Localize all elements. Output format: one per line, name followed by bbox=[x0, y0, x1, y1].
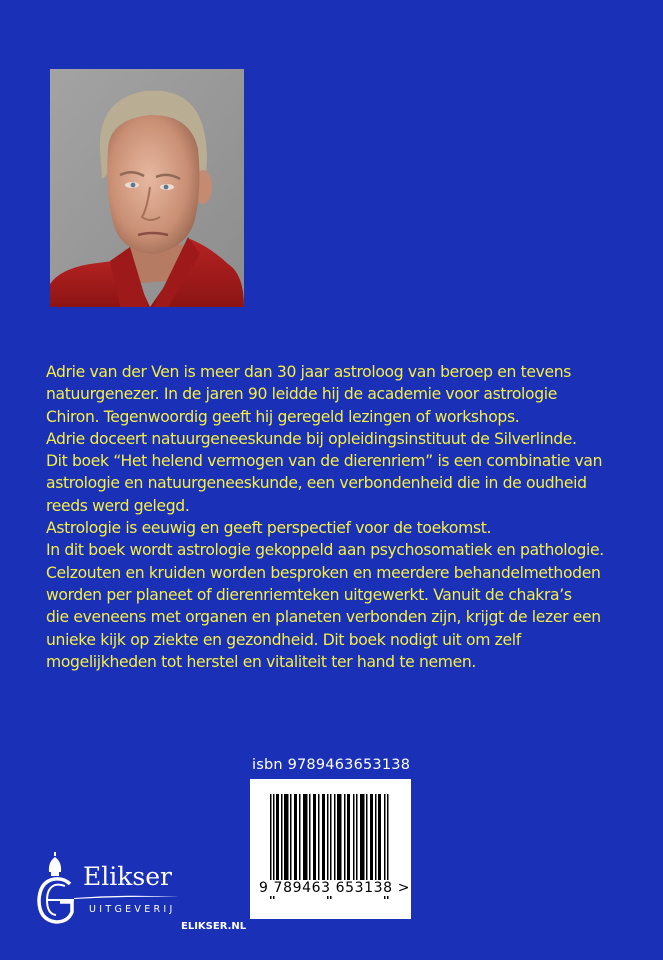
publisher-monogram-icon bbox=[34, 848, 76, 928]
isbn-barcode bbox=[250, 779, 411, 919]
barcode-number: 9 789463 653138 > bbox=[259, 880, 411, 896]
blurb-line: natuurgenezer. In de jaren 90 leidde hij de academie voor astrologie bbox=[46, 385, 557, 404]
blurb-line: die eveneens met organen en planeten verbonden zijn, krijgt de lezer een bbox=[46, 608, 601, 627]
blurb-line: Dit boek “Het helend vermogen van de dierenriem” is een combinatie van bbox=[46, 452, 603, 471]
blurb-line: Celzouten en kruiden worden besproken en meerdere behandelmethoden bbox=[46, 563, 601, 582]
blurb-line: astrologie en natuurgeneeskunde, een verbondenheid die in de oudheid bbox=[46, 474, 587, 493]
blurb-line: reeds werd gelegd. bbox=[46, 496, 190, 515]
publisher-subtitle: UITGEVERIJ bbox=[89, 904, 176, 915]
blurb-line: Adrie van der Ven is meer dan 30 jaar astroloog van beroep en tevens bbox=[46, 363, 572, 381]
publisher-logo bbox=[34, 848, 254, 932]
blurb-line: worden per planeet of dierenriemteken uitgewerkt. Vanuit de chakra’s bbox=[46, 585, 572, 604]
barcode-digits bbox=[258, 880, 411, 896]
isbn-label: isbn 9789463653138 bbox=[252, 757, 411, 773]
blurb-line: unieke kijk op ziekte en gezondheid. Dit boek nodigt uit om zelf bbox=[46, 630, 521, 649]
author-and-book-description bbox=[46, 361, 646, 673]
publisher-name: Elikser bbox=[83, 862, 172, 891]
blurb-line: Chiron. Tegenwoordig geeft hij geregeld lezingen of workshops. bbox=[46, 407, 520, 426]
blurb-line: Adrie doceert natuurgeneeskunde bij opleidingsinstituut de Silverlinde. bbox=[46, 429, 577, 448]
blurb-line: In dit boek wordt astrologie gekoppeld aan psychosomatiek en pathologie. bbox=[46, 541, 604, 560]
blurb-line: Astrologie is eeuwig en geeft perspectief voor de toekomst. bbox=[46, 519, 492, 538]
logo-swoosh-line bbox=[74, 894, 180, 900]
publisher-website-link[interactable]: ELIKSER.NL bbox=[181, 921, 247, 932]
author-photo bbox=[50, 69, 244, 307]
blurb-line: mogelijkheden tot herstel en vitaliteit ter hand te nemen. bbox=[46, 652, 476, 671]
author-portrait-image bbox=[50, 69, 244, 307]
